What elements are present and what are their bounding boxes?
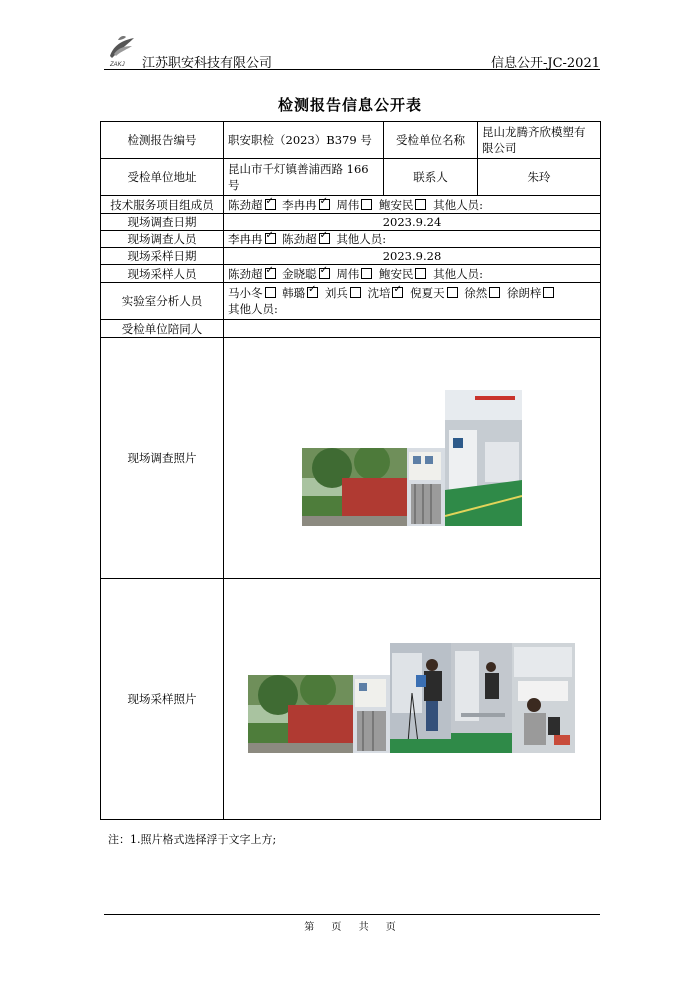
- unit-address-value: 昆山市千灯镇善浦西路 166 号: [224, 159, 384, 196]
- survey-date-value: 2023.9.24: [224, 214, 601, 231]
- sampling-photo-equipment: [451, 643, 512, 753]
- footer-divider: [104, 914, 600, 915]
- staff-name: 韩璐: [282, 286, 306, 300]
- survey-photo-entrance: [302, 448, 407, 526]
- unchecked-box-icon: [447, 287, 458, 298]
- staff-name: 徐朗梓: [506, 286, 542, 300]
- unchecked-box-icon: [361, 268, 372, 279]
- staff-name: 马小冬: [228, 286, 263, 300]
- header-divider: [104, 69, 600, 70]
- table-row: [101, 283, 601, 320]
- checked-box-icon: [319, 268, 330, 279]
- other-staff-label: 其他人员:: [433, 266, 483, 281]
- survey-photo-workshop: [445, 390, 522, 526]
- page-number: 第 页 共 页: [304, 922, 396, 933]
- contact-label: 联系人: [384, 159, 478, 196]
- staff-name: 刘兵: [324, 286, 348, 300]
- sampling-staff-label: 现场采样人员: [101, 265, 224, 283]
- staff-name: 周伟: [336, 197, 360, 212]
- staff-name: 金晓聪: [282, 266, 317, 281]
- unit-address-label: 受检单位地址: [101, 159, 224, 196]
- table-row: [101, 338, 601, 579]
- survey-photo-gate: [407, 448, 445, 526]
- checked-box-icon: [319, 233, 330, 244]
- sampling-staff-value: [224, 265, 601, 283]
- table-row: [101, 122, 601, 159]
- page-header: [104, 30, 600, 70]
- checked-box-icon: [319, 199, 330, 210]
- staff-name: 陈劲超: [228, 266, 263, 281]
- survey-photos-cell: [224, 338, 601, 579]
- tech-team-label: 技术服务项目组成员: [101, 196, 224, 214]
- contact-value: 朱玲: [478, 159, 601, 196]
- staff-name: 鲍安民: [378, 197, 414, 212]
- escort-label: 受检单位陪同人: [101, 320, 224, 338]
- survey-date-label: 现场调查日期: [101, 214, 224, 231]
- unchecked-box-icon: [415, 268, 426, 279]
- report-no-label: 检测报告编号: [101, 122, 224, 159]
- page-title: 检测报告信息公开表: [277, 96, 422, 114]
- staff-name: 徐然: [464, 286, 488, 300]
- staff-name: 李冉冉: [282, 197, 317, 212]
- table-row: [101, 248, 601, 265]
- sampling-date-label: 现场采样日期: [101, 248, 224, 265]
- logo-text: ZAKJ: [110, 62, 125, 68]
- other-staff-label: 其他人员:: [433, 197, 483, 212]
- sampling-date-value: 2023.9.28: [224, 248, 601, 265]
- table-row: [101, 196, 601, 214]
- unchecked-box-icon: [350, 287, 361, 298]
- footnote: 注：1.照片格式选择浮于文字上方;: [108, 833, 277, 846]
- staff-name: 倪夏天: [410, 286, 445, 300]
- sampling-photo-measurement: [512, 643, 575, 753]
- sampling-photos-cell: [224, 579, 601, 820]
- info-table: [100, 121, 601, 820]
- lab-staff-value: [224, 283, 601, 320]
- unchecked-box-icon: [361, 199, 372, 210]
- table-row: [101, 214, 601, 231]
- staff-name: 陈劲超: [228, 197, 263, 212]
- staff-name: 李冉冉: [228, 232, 263, 246]
- table-row: [101, 320, 601, 338]
- unit-name-value: 昆山龙腾齐欣模塑有限公司: [478, 122, 601, 159]
- checked-box-icon: [265, 199, 276, 210]
- sampling-photos-label: 现场采样照片: [101, 579, 224, 820]
- checked-box-icon: [307, 287, 318, 298]
- unchecked-box-icon: [415, 199, 426, 210]
- staff-name: 陈劲超: [282, 232, 317, 246]
- sampling-photo-gate: [353, 675, 390, 753]
- checked-box-icon: [265, 268, 276, 279]
- table-row: [101, 579, 601, 820]
- survey-staff-value: [224, 231, 601, 248]
- table-row: [101, 159, 601, 196]
- other-staff-label: 其他人员:: [336, 232, 387, 246]
- table-row: [101, 265, 601, 283]
- document-code: 信息公开-JC-2021: [490, 56, 600, 71]
- tech-team-value: [224, 196, 601, 214]
- checked-box-icon: [265, 233, 276, 244]
- report-no-value: 职安职检（2023）B379 号: [224, 122, 384, 159]
- sampling-photo-operator: [390, 643, 451, 753]
- staff-name: 周伟: [336, 266, 360, 281]
- staff-name: 鲍安民: [378, 266, 414, 281]
- survey-staff-label: 现场调查人员: [101, 231, 224, 248]
- unchecked-box-icon: [489, 287, 500, 298]
- table-row: [101, 231, 601, 248]
- unchecked-box-icon: [543, 287, 554, 298]
- unchecked-box-icon: [265, 287, 276, 298]
- unit-name-label: 受检单位名称: [384, 122, 478, 159]
- company-logo-icon: [104, 32, 140, 68]
- checked-box-icon: [392, 287, 403, 298]
- lab-staff-label: 实验室分析人员: [101, 283, 224, 320]
- survey-photos-label: 现场调查照片: [101, 338, 224, 579]
- other-staff-label: 其他人员:: [228, 302, 278, 316]
- company-name: 江苏职安科技有限公司: [142, 56, 273, 71]
- escort-value: [224, 320, 601, 338]
- sampling-photo-entrance: [248, 675, 353, 753]
- staff-name: 沈培: [367, 286, 391, 300]
